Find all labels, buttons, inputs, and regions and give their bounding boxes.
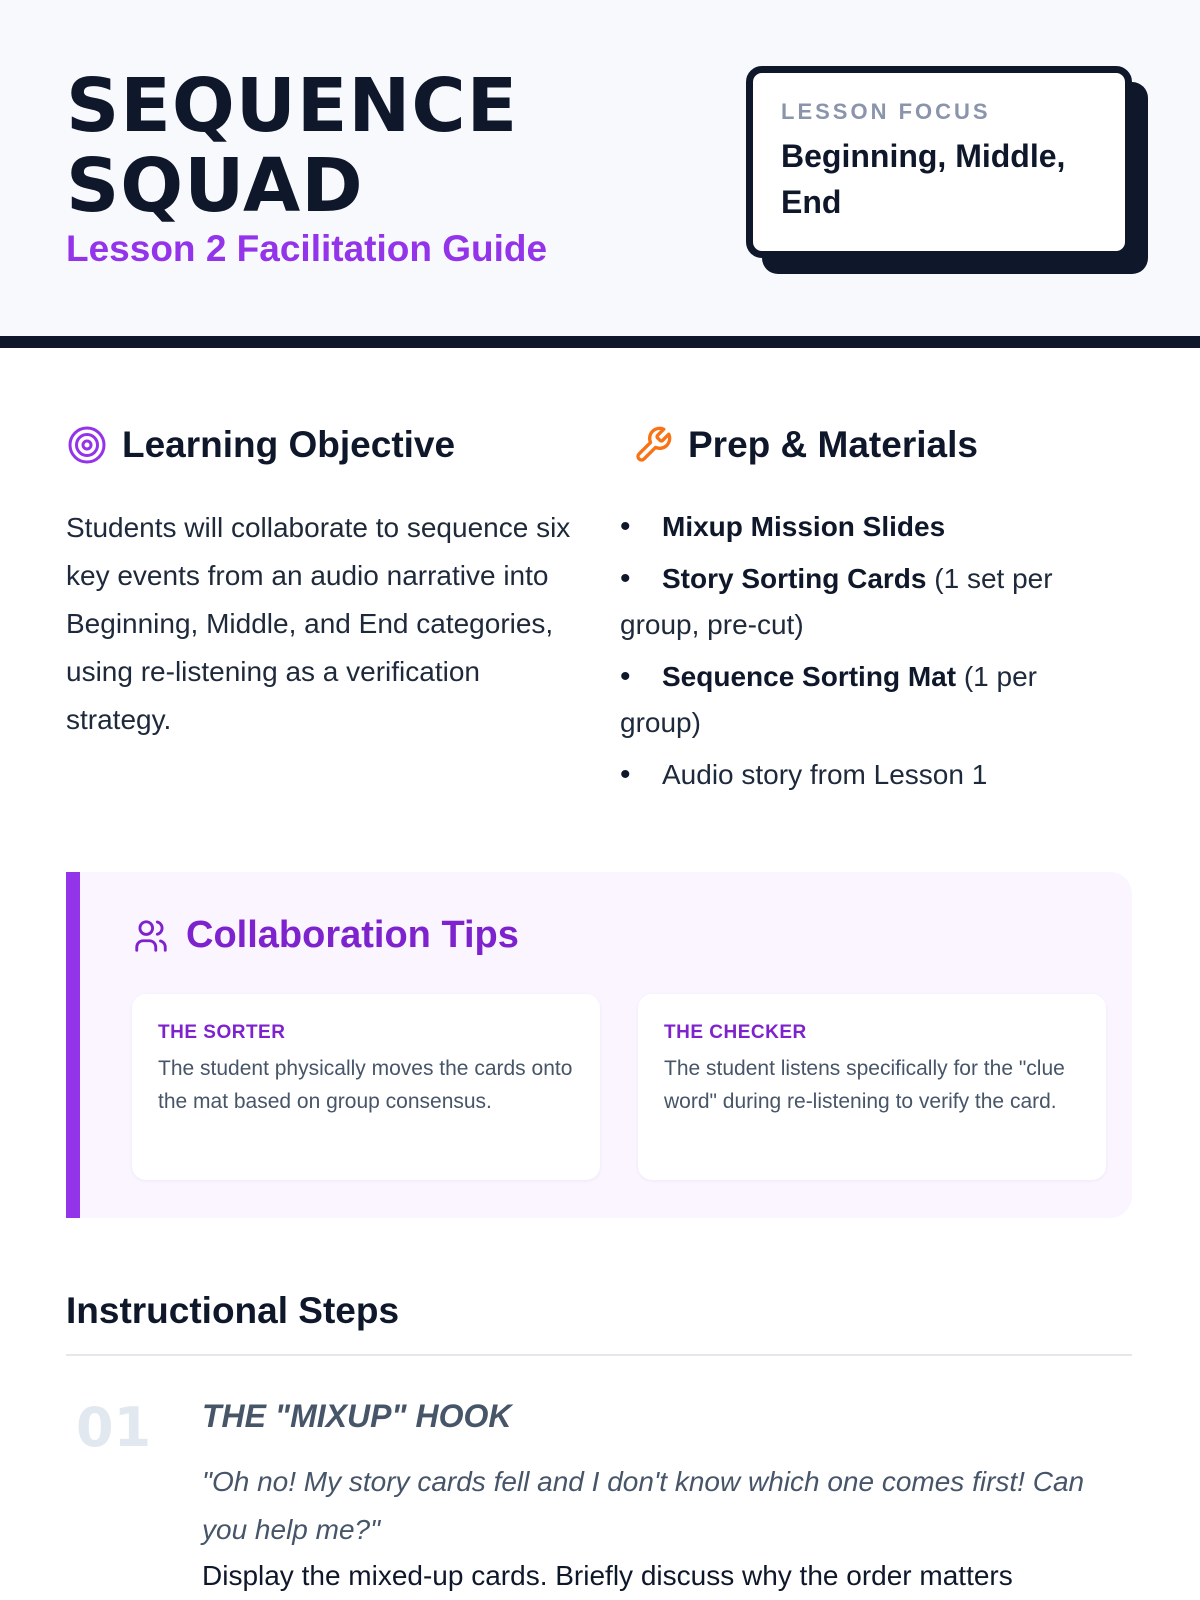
focus-label: LESSON FOCUS bbox=[781, 99, 991, 124]
material-note: (1 per group) bbox=[620, 661, 1037, 738]
step-body: Display the mixed-up cards. Briefly discuss why the order matters bbox=[202, 1560, 1013, 1591]
objective-heading-text: Learning Objective bbox=[122, 424, 456, 465]
header bbox=[0, 0, 1200, 348]
list-item bbox=[620, 556, 1120, 648]
list-item bbox=[620, 752, 1120, 798]
objective-heading bbox=[66, 424, 455, 466]
step-title: THE "MIXUP" HOOK bbox=[202, 1398, 512, 1434]
collaboration-heading bbox=[132, 914, 519, 957]
title-line-1: SEQUENCE bbox=[66, 63, 519, 149]
materials-heading-text: Prep & Materials bbox=[688, 424, 978, 465]
collaboration-heading-text: Collaboration Tips bbox=[186, 914, 519, 956]
material-name: Audio story from Lesson 1 bbox=[662, 759, 988, 790]
role-text: The student physically moves the cards onto the mat based on group consensus. bbox=[158, 1057, 573, 1113]
users-icon bbox=[132, 916, 172, 956]
target-icon bbox=[66, 424, 108, 466]
page-subtitle: Lesson 2 Facilitation Guide bbox=[66, 228, 548, 269]
focus-text: Beginning, Middle, End bbox=[781, 138, 1066, 220]
wrench-icon bbox=[632, 424, 674, 466]
lesson-focus-card bbox=[746, 66, 1132, 258]
material-name: Mixup Mission Slides bbox=[662, 511, 946, 542]
collaboration-tips-panel bbox=[66, 872, 1132, 1218]
material-note: (1 set per group, pre-cut) bbox=[620, 563, 1053, 640]
list-item bbox=[620, 654, 1120, 746]
objective-text: Students will collaborate to sequence six key events from an audio narrative into Beginning, Middle, and End categories, using re-listening as a verification strategy. bbox=[66, 512, 571, 735]
page-title bbox=[66, 63, 519, 229]
role-title: THE SORTER bbox=[158, 1022, 286, 1043]
role-text: The student listens specifically for the "clue word" during re-listening to verify the card. bbox=[664, 1057, 1065, 1113]
steps-heading: Instructional Steps bbox=[66, 1290, 400, 1331]
material-name: Sequence Sorting Mat bbox=[662, 661, 957, 692]
materials-list bbox=[620, 504, 1120, 804]
list-item bbox=[620, 504, 1120, 550]
role-title: THE CHECKER bbox=[664, 1022, 807, 1043]
step-number: 01 bbox=[76, 1396, 152, 1459]
step-quote: "Oh no! My story cards fell and I don't know which one comes first! Can you help me?" bbox=[202, 1466, 1085, 1545]
role-card-checker bbox=[638, 994, 1106, 1180]
divider bbox=[66, 1354, 1132, 1356]
materials-heading bbox=[632, 424, 978, 466]
role-card-sorter bbox=[132, 994, 600, 1180]
title-line-2: SQUAD bbox=[66, 143, 364, 229]
material-name: Story Sorting Cards bbox=[662, 563, 927, 594]
